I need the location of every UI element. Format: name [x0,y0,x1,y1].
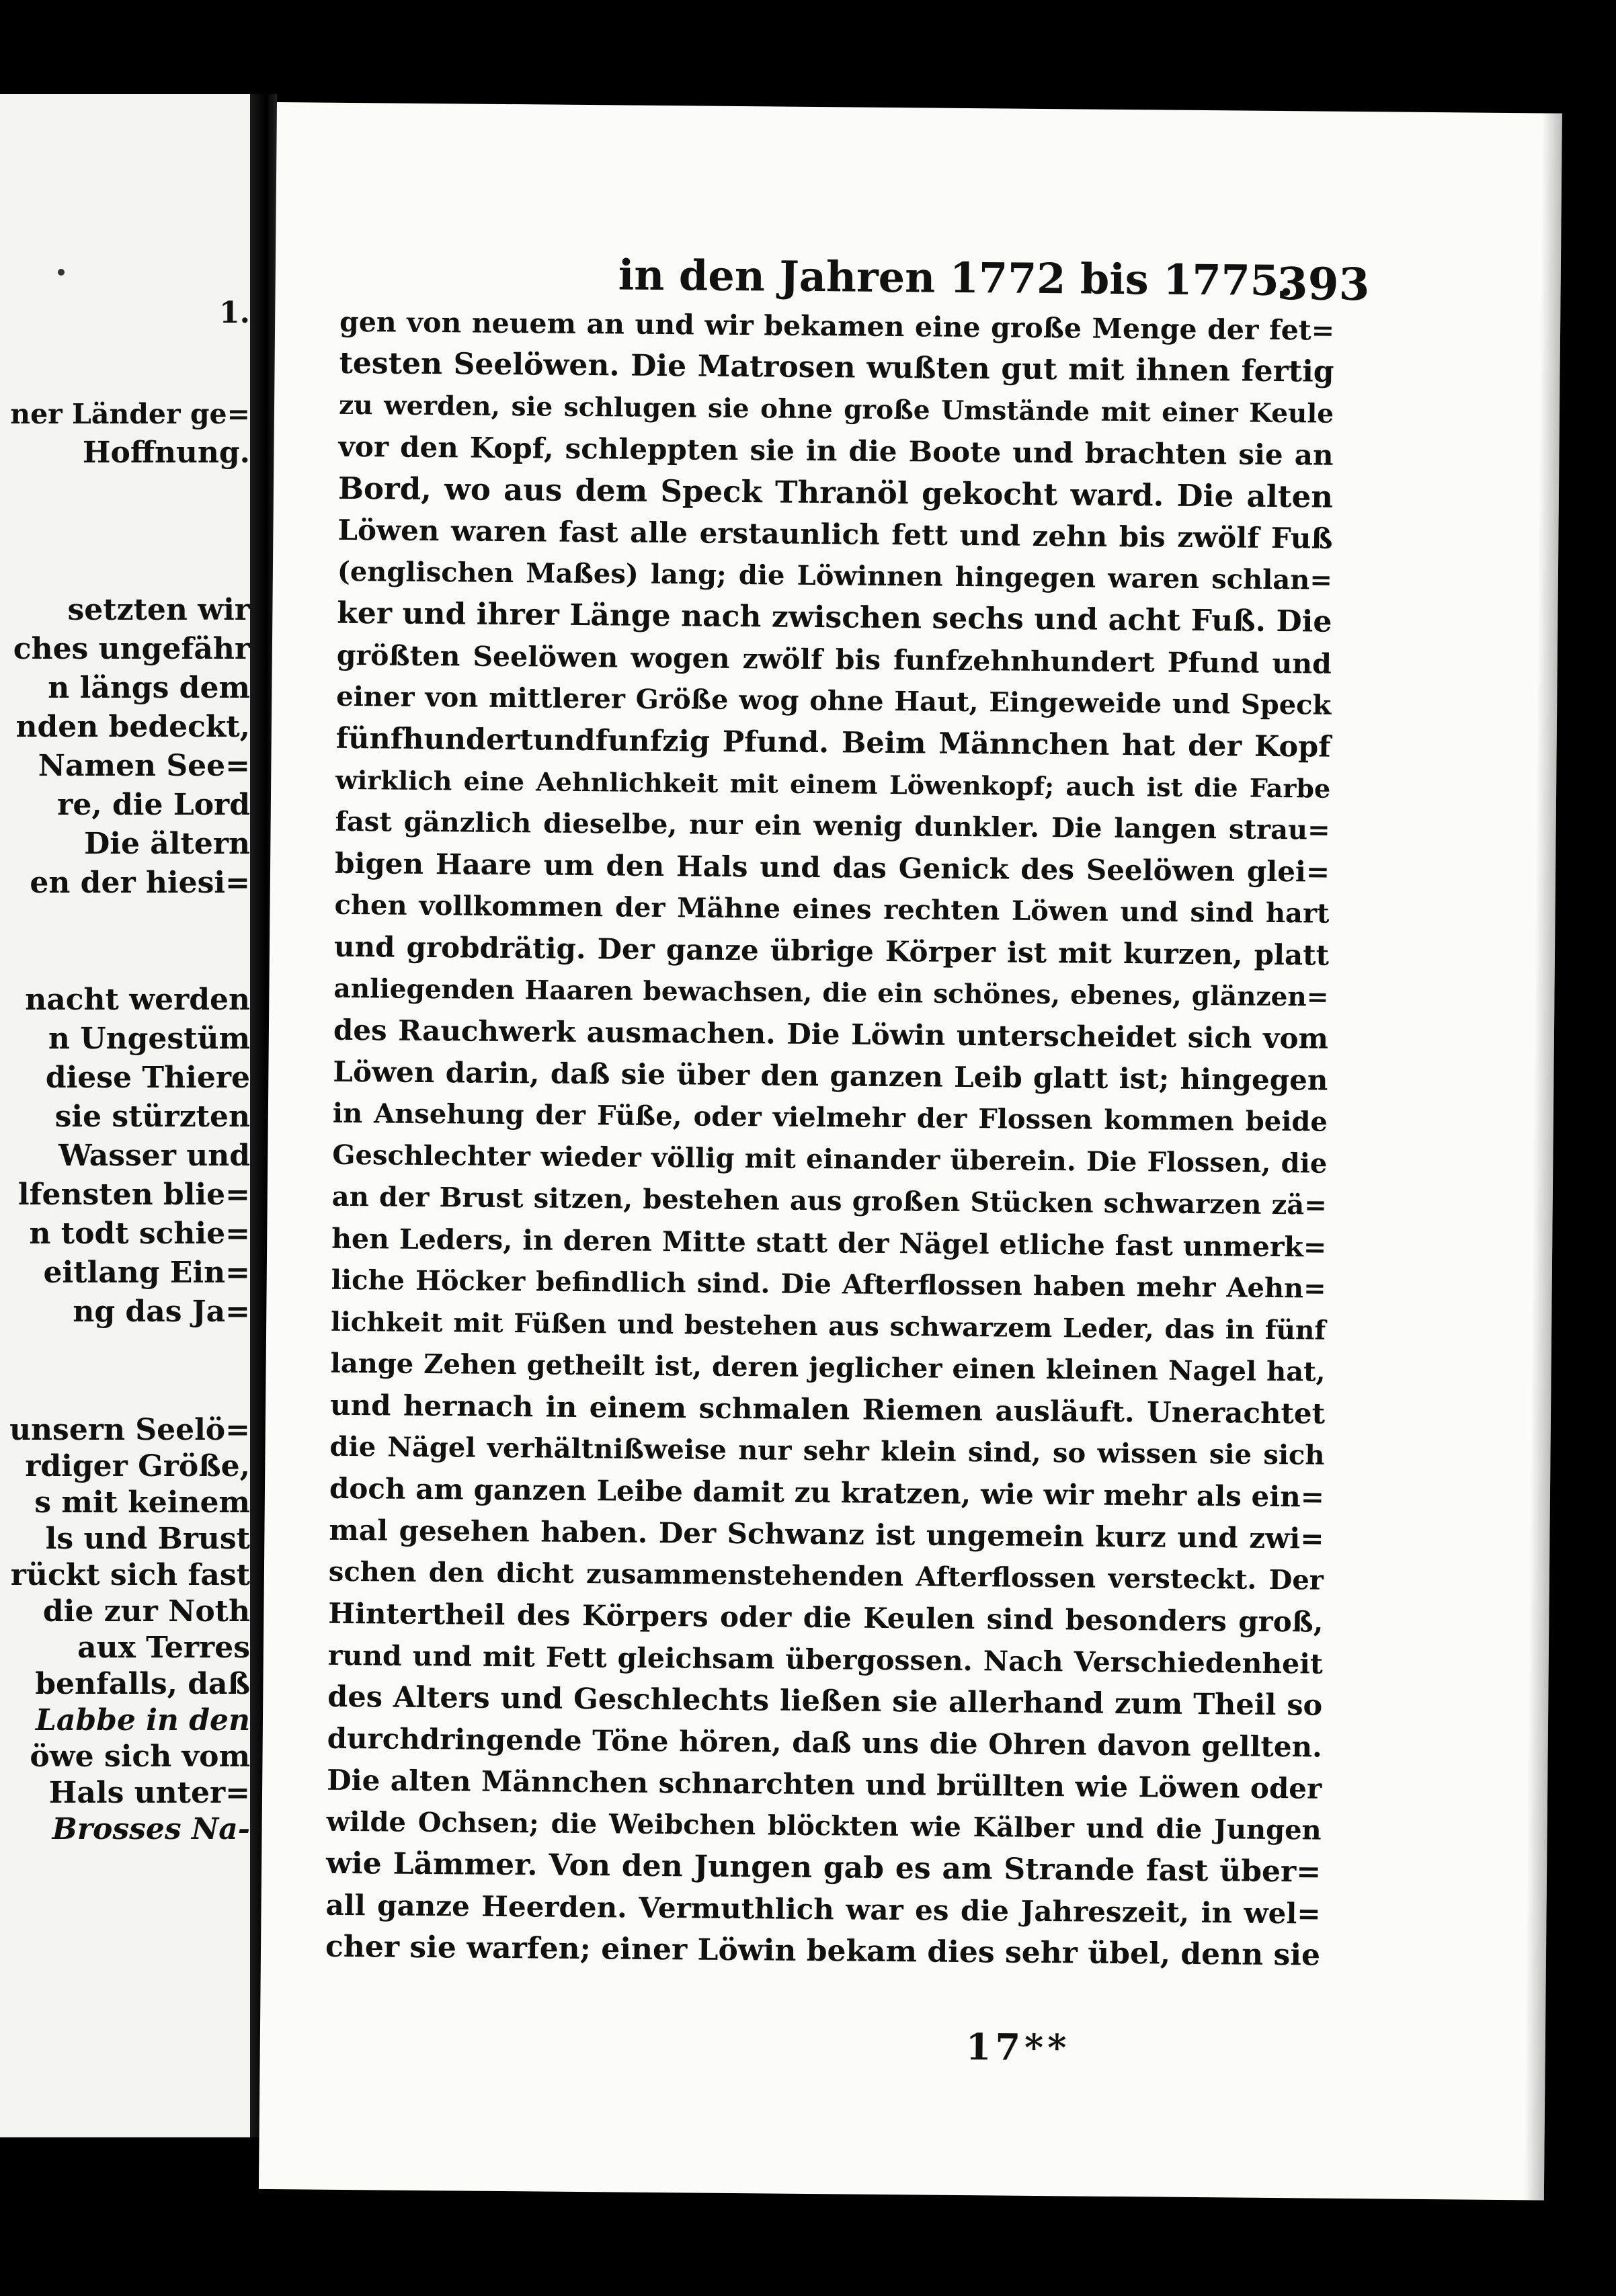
left-page-line: en der hiesi= [30,866,250,900]
left-page-line: nden bedeckt, [15,710,250,744]
left-page-line: ls und Brust [45,1522,250,1556]
body-line: zu werden, sie schlugen sie ohne große Umstände mit einer Keule [338,389,1334,429]
body-line: anliegenden Haaren bewachsen, die ein schönes, ebenes, glänzen= [333,973,1329,1013]
body-line: all ganze Heerden. Vermuthlich war es die Jahreszeit, in wel= [325,1888,1321,1930]
body-line: in Ansehung der Füße, oder vielmehr der Flossen kommen beide [332,1097,1328,1138]
body-line: rund und mit Fett gleichsam übergossen. Nach Verschiedenheit [327,1639,1323,1680]
left-page-line: ner Länder ge= [10,398,250,430]
left-page-line: Brosses Na- [52,1812,250,1846]
right-page [259,102,1562,2201]
body-line: cher sie warfen; einer Löwin bekam dies sehr übel, denn sie [325,1929,1321,1973]
body-line: einer von mittlerer Größe wog ohne Haut, Eingeweide und Speck [336,680,1332,721]
body-line: Geschlechter wieder völlig mit einander überein. Die Flossen, die [332,1139,1328,1180]
body-line: durchdringende Töne hören, daß uns die Ohren davon gellten. [327,1721,1322,1764]
body-line: Löwen waren fast alle erstaunlich fett und zehn bis zwölf Fuß [337,513,1333,555]
left-page-line: eitlang Ein= [43,1256,250,1290]
left-page-line: die zur Noth [42,1594,250,1629]
left-page-line: benfalls, daß [35,1667,250,1701]
body-line: des Rauchwerk ausmachen. Die Löwin unterscheidet sich vom [333,1013,1329,1055]
body-line: größten Seelöwen wogen zwölf bis funfzehnhundert Pfund und [336,639,1332,680]
body-line: ker und ihrer Länge nach zwischen sechs und acht Fuß. Die [337,596,1332,639]
left-page-line: setzten wir [67,593,250,627]
body-line: und hernach in einem schmalen Riemen ausläuft. Unerachtet [329,1388,1326,1430]
left-page-line: sie stürzten [54,1100,250,1134]
body-line: lange Zehen getheilt ist, deren jeglicher einen kleinen Nagel hat, [330,1347,1326,1388]
body-line: an der Brust sitzen, bestehen aus großen Stücken schwarzen zä= [331,1180,1327,1221]
body-line: (englischen Maßes) lang; die Löwinnen hingegen waren schlan= [337,555,1333,596]
body-line: fast gänzlich dieselbe, nur ein wenig dunkler. Die langen strau= [335,805,1330,846]
page-number: 393 [1277,257,1370,311]
left-page-line: Hals unter= [48,1776,250,1810]
body-line: Die alten Männchen schnarchten und brüllten wie Löwen oder [327,1763,1322,1805]
left-page-line: öwe sich vom [30,1739,250,1774]
body-line: fünfhundertundfunfzig Pfund. Beim Männchen hat der Kopf [335,721,1331,764]
left-page-line: unsern Seelö= [9,1413,250,1447]
body-line: bigen Haare um den Hals und das Genick des Seelöwen glei= [334,846,1330,889]
body-line: die Nägel verhältnißweise nur sehr klein sind, so wissen sie sich [329,1430,1325,1471]
body-line: hen Leders, in deren Mitte statt der Nägel etliche fast unmerk= [331,1222,1327,1264]
left-page-line: nacht werden [25,983,250,1017]
left-page-line: re, die Lord [57,788,250,822]
body-line: lichkeit mit Füßen und bestehen aus schwarzem Leder, das in fünf [330,1306,1326,1346]
body-line: des Alters und Geschlechts ließen sie allerhand zum Theil so [327,1680,1323,1723]
left-page-line: aux Terres [77,1631,250,1665]
ink-dot [58,269,65,276]
left-page-line: diese Thiere [45,1061,250,1095]
body-line: wilde Ochsen; die Weibchen blöckten wie Kälber und die Jungen [326,1805,1322,1846]
body-line: schen den dicht zusammenstehenden Afterflossen versteckt. Der [328,1555,1324,1596]
body-line: Hintertheil des Körpers oder die Keulen sind besonders groß, [328,1596,1324,1639]
body-line: gen von neuem an und wir bekamen eine große Menge der fet= [339,305,1335,347]
body-line: doch am ganzen Leibe damit zu kratzen, wie wir mehr als ein= [329,1471,1325,1514]
body-line: chen vollkommen der Mähne eines rechten Löwen und sind hart [334,889,1330,930]
left-page-line: s mit keinem [34,1485,250,1520]
left-page-line: Die ältern [84,827,250,861]
left-page-line: n längs dem [48,671,250,705]
running-header: in den Jahren 1772 bis 1775. [618,250,1294,306]
left-page-line: ches ungefähr [13,632,250,666]
left-page-line: Labbe in den [35,1703,250,1737]
left-page-fragment [0,94,250,2137]
left-page-line: rdiger Größe, [25,1449,250,1483]
body-line: wie Lämmer. Von den Jungen gab es am Strande fast über= [325,1846,1322,1889]
body-line: wirklich eine Aehnlichkeit mit einem Löwenkopf; auch ist die Farbe [335,764,1331,804]
left-page-line: n Ungestüm [48,1022,250,1056]
left-page-line: Wasser und [58,1139,250,1173]
left-page-line: Hoffnung. [82,436,250,470]
body-line: und grobdrätig. Der ganze übrige Körper ist mit kurzen, platt [333,930,1330,972]
body-text [325,301,1335,1977]
printer-signature: 17** [965,2025,1071,2069]
left-page-line: n todt schie= [29,1217,250,1251]
left-page-line: ng das Ja= [73,1295,250,1329]
body-line: testen Seelöwen. Die Matrosen wußten gut mit ihnen fertig [339,345,1334,389]
body-line: Löwen darin, daß sie über den ganzen Leib glatt ist; hingegen [333,1055,1328,1097]
body-line: mal gesehen haben. Der Schwanz ist ungemein kurz und zwi= [329,1513,1324,1555]
left-page-line: 1. [219,296,250,330]
left-page-line: lfensten blie= [17,1178,250,1212]
body-line: liche Höcker befindlich sind. Die Afterflossen haben mehr Aehn= [331,1264,1326,1305]
page-edge-shadow [1524,113,1562,2200]
left-page-line: rückt sich fast [10,1558,250,1592]
body-line: vor den Kopf, schleppten sie in die Boote und brachten sie an [338,429,1334,472]
body-line: Bord, wo aus dem Speck Thranöl gekocht ward. Die alten [337,470,1334,515]
left-page-line: Namen See= [38,749,250,783]
